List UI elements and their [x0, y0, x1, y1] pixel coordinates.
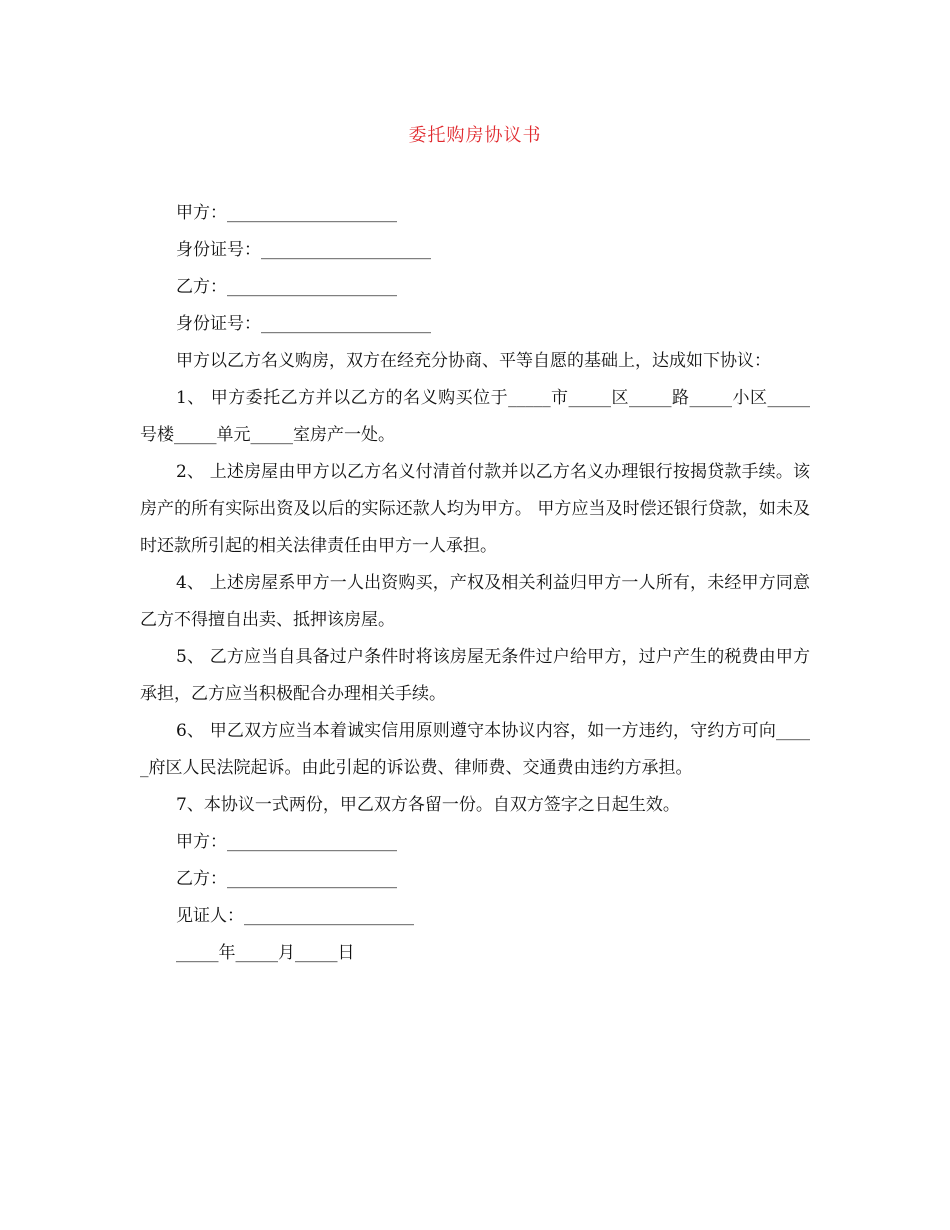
clause-7: 7、本协议一式两份，甲乙双方各留一份。自双方签字之日起生效。 — [176, 795, 680, 815]
document-body — [140, 195, 810, 972]
party-b-id-field: 身份证号：____________________ — [176, 314, 431, 334]
party-a-id-field: 身份证号：____________________ — [176, 240, 431, 260]
party-b-field: 乙方：____________________ — [176, 277, 397, 297]
document-title: 委托购房协议书 — [408, 125, 542, 146]
sign-party-b: 乙方：____________________ — [176, 869, 397, 889]
clause-4: 4、 上述房屋系甲方一人出资购买，产权及相关利益归甲方一人所有，未经甲方同意乙方不得擅自出卖、抵押该房屋。 — [140, 573, 810, 630]
clause-6: 6、 甲乙双方应当本着诚实信用原则遵守本协议内容，如一方违约，守约方可向_____府区人民法院起诉。由此引起的诉讼费、律师费、交通费由违约方承担。 — [140, 721, 810, 778]
intro-paragraph: 甲方以乙方名义购房，双方在经充分协商、平等自愿的基础上，达成如下协议： — [176, 351, 771, 371]
witness-field: 见证人：____________________ — [176, 906, 414, 926]
date-field: _____年_____月_____日 — [176, 943, 355, 963]
party-a-field: 甲方：____________________ — [176, 203, 397, 223]
clause-1: 1、 甲方委托乙方并以乙方的名义购买位于_____市_____区_____路_____小区_____号楼_____单元_____室房产一处。 — [140, 388, 810, 445]
clause-5: 5、 乙方应当自具备过户条件时将该房屋无条件过户给甲方，过户产生的税费由甲方承担，乙方应当积极配合办理相关手续。 — [140, 647, 810, 704]
clause-2: 2、 上述房屋由甲方以乙方名义付清首付款并以乙方名义办理银行按揭贷款手续。该房产的所有实际出资及以后的实际还款人均为甲方。 甲方应当及时偿还银行贷款，如未及时还款所引起的相关法律责任由甲方一人承担。 — [140, 462, 810, 556]
sign-party-a: 甲方：____________________ — [176, 832, 397, 852]
